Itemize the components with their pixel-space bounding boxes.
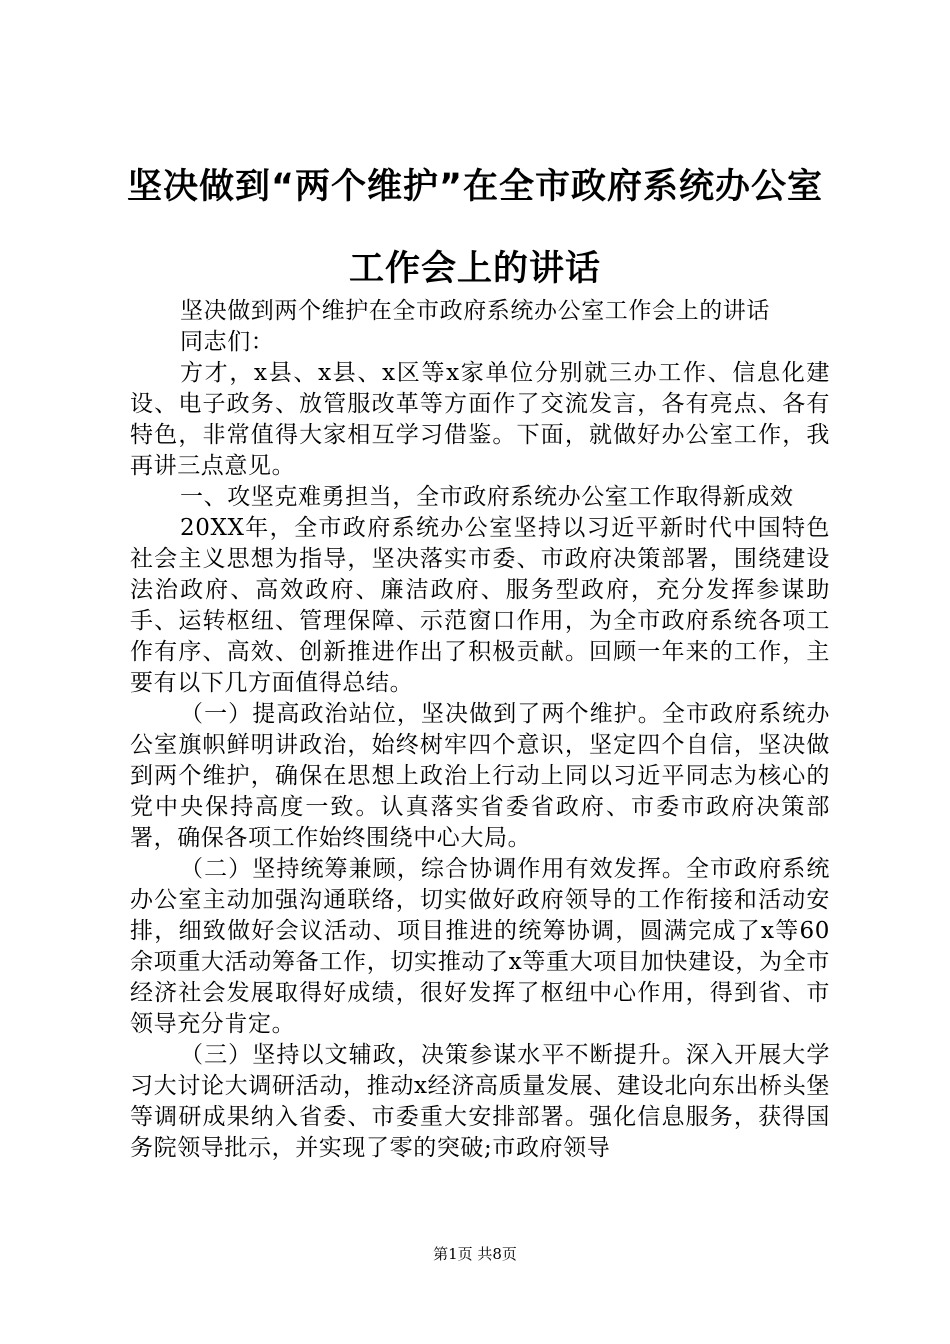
body-paragraph-subtitle: 坚决做到两个维护在全市政府系统办公室工作会上的讲话 [180, 298, 770, 324]
body-paragraph: 20XX年，全市政府系统办公室坚持以习近平新时代中国特色社会主义思想为指导，坚决落实市委、市政府决策部署，围绕建设法治政府、高效政府、廉洁政府、服务型政府，充分发挥参谋助手、运转枢纽、管理保障、示范窗口作用，为全市政府系统各项工作有序、高效、创新推进作出了积极贡献。回顾一年来的工作，主要有以下几方面值得总结。 [130, 515, 830, 696]
document-body [130, 296, 830, 1164]
body-paragraph: （三）坚持以文辅政，决策参谋水平不断提升。深入开展大学习大讨论大调研活动，推动x经济高质量发展、建设北向东出桥头堡等调研成果纳入省委、市委重大安排部署。强化信息服务，获得国务院领导批示，并实现了零的突破;市政府领导 [130, 1042, 830, 1161]
body-paragraph: 方才，x县、x县、x区等x家单位分别就三办工作、信息化建设、电子政务、放管服改革等方面作了交流发言，各有亮点、各有特色，非常值得大家相互学习借鉴。下面，就做好办公室工作，我再讲三点意见。 [130, 360, 830, 479]
document-title-line-2: 工作会上的讲话 [348, 249, 601, 289]
page-footer: 第1页 共8页 [433, 1245, 517, 1263]
section-heading: 一、攻坚克难勇担当，全市政府系统办公室工作取得新成效 [180, 484, 794, 510]
document-title-line-1: 坚决做到“两个维护”在全市政府系统办公室 [126, 167, 823, 207]
body-paragraph: （一）提高政治站位，坚决做到了两个维护。全市政府系统办公室旗帜鲜明讲政治，始终树牢四个意识，坚定四个自信，坚决做到两个维护，确保在思想上政治上行动上同以习近平同志为核心的党中央保持高度一致。认真落实省委省政府、市委市政府决策部署，确保各项工作始终围绕中心大局。 [130, 701, 830, 851]
body-paragraph-greeting: 同志们： [180, 329, 275, 355]
body-paragraph: （二）坚持统筹兼顾，综合协调作用有效发挥。全市政府系统办公室主动加强沟通联络，切实做好政府领导的工作衔接和活动安排，细致做好会议活动、项目推进的统筹协调，圆满完成了x等60余项重大活动筹备工作，切实推动了x等重大项目加快建设，为全市经济社会发展取得好成绩，很好发挥了枢纽中心作用，得到省、市领导充分肯定。 [130, 856, 830, 1037]
